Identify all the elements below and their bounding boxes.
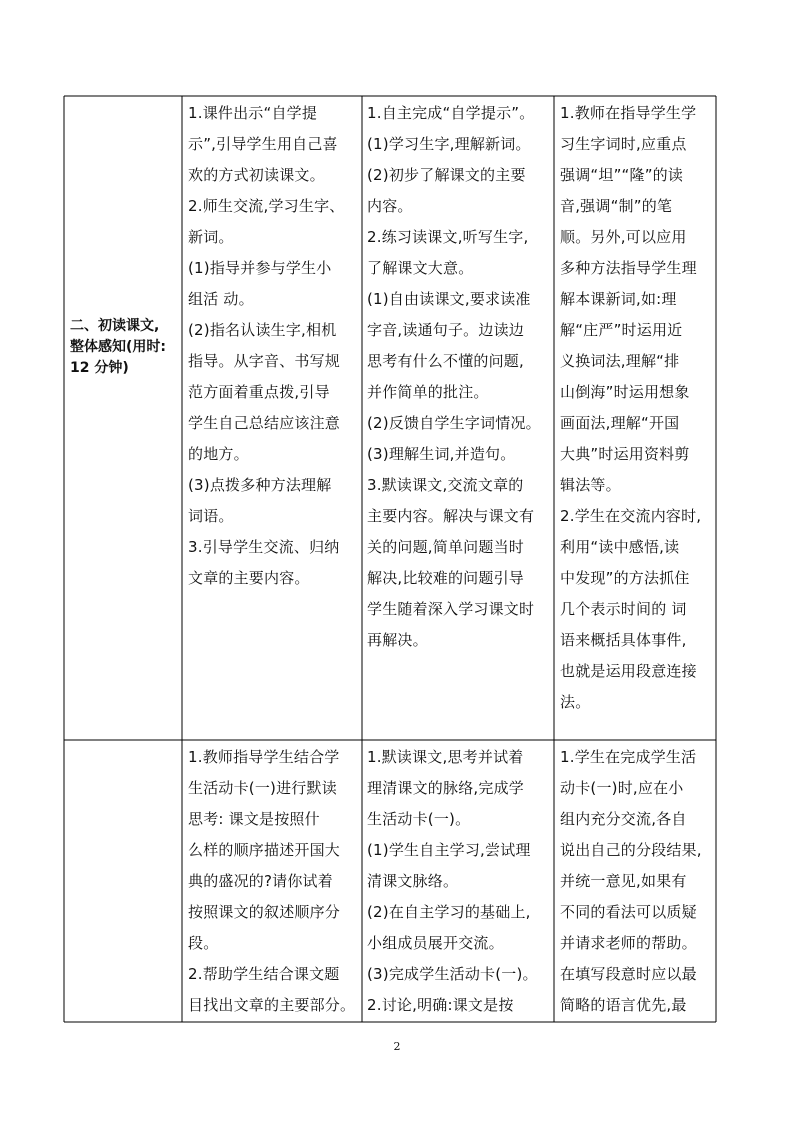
text-line: 欢的方式初读课文。 [188,166,325,184]
text-line: 思考有什么不懂的问题, [367,352,524,370]
text-line: 顺。另外,可以应用 [560,228,687,246]
notes-cell-row-1 [560,98,714,718]
text-line: 了解课文大意。 [367,259,474,277]
text-line: (1)自由读课文,要求读准 [367,290,531,308]
page-number: 2 [393,1040,401,1053]
text-line: (1)指导并参与学生小 [188,259,332,277]
text-line: 思考: 课文是按照什 [188,810,320,828]
text-line: 说出自己的分段结果, [560,841,702,859]
text-line: 2.帮助学生结合课文题 [188,965,340,983]
text-line: 新词。 [188,228,234,246]
text-line: 1.教师在指导学生学 [560,104,697,122]
text-line: 辑法等。 [560,476,621,494]
text-line: 清课文脉络。 [367,872,459,890]
text-line: (1)学习生字,理解新词。 [367,135,531,153]
text-line: 1.默读课文,思考并试着 [367,748,524,766]
text-line: 词语。 [188,507,234,525]
text-line: 解决,比较难的问题引导 [367,569,524,587]
text-line: 2.讨论,明确:课文是按 [367,996,514,1014]
text-line: 解“庄严”时运用近 [560,321,683,339]
stage-label-line: 12 分钟) [70,360,129,376]
text-line: (2)反馈自学生字词情况。 [367,414,541,432]
notes-cell-row-2 [560,742,714,1021]
text-line: 典的盛况的?请你试着 [188,872,333,890]
text-line: 音,强调“制”的笔 [560,197,673,215]
teacher-activity-cell-row-1 [188,98,360,594]
text-line: 简略的语言优先,最 [560,996,687,1014]
text-line: 并请求老师的帮助。 [560,934,697,952]
text-line: 习生字词时,应重点 [560,135,687,153]
text-line: 在填写段意时应以最 [560,965,697,983]
text-line: 山倒海”时运用想象 [560,383,690,401]
text-line: 么样的顺序描述开国大 [188,841,341,859]
text-line: 3.默读课文,交流文章的 [367,476,524,494]
text-line: 不同的看法可以质疑 [560,903,697,921]
text-line: (3)点拨多种方法理解 [188,476,332,494]
text-line: 2.师生交流,学习生字、 [188,197,345,215]
text-line: 生活动卡(一)。 [367,810,471,828]
text-line: (1)学生自主学习,尝试理 [367,841,531,859]
text-line: 学生自己总结应该注意 [188,414,341,432]
text-line: 动卡(一)时,应在小 [560,779,684,797]
text-line: 的地方。 [188,445,249,463]
text-line: 大典”时运用资料剪 [560,445,690,463]
text-line: 也就是运用段意连接 [560,662,697,680]
text-line: 学生随着深入学习课文时 [367,600,535,618]
text-line: (2)初步了解课文的主要 [367,166,526,184]
text-line: 利用“读中感悟,读 [560,538,680,556]
text-line: 生活动卡(一)进行默读 [188,779,337,797]
stage-label-line: 整体感知(用时: [70,339,166,355]
text-line: 1.学生在完成学生活 [560,748,697,766]
text-line: 解本课新词,如:理 [560,290,677,308]
text-line: (2)在自主学习的基础上, [367,903,531,921]
text-line: 再解决。 [367,631,428,649]
text-line: 2.练习读课文,听写生字, [367,228,529,246]
text-line: 范方面着重点拨,引导 [188,383,330,401]
text-line: 目找出文章的主要部分。 [188,996,356,1014]
text-line: 理清课文的脉络,完成学 [367,779,524,797]
text-line: 并统一意见,如果有 [560,872,687,890]
text-line: 2.学生在交流内容时, [560,507,702,525]
stage-label-row-1 [70,316,182,379]
stage-label-line: 二、初读课文, [70,318,160,334]
text-line: 语来概括具体事件, [560,631,687,649]
text-line: 并作简单的批注。 [367,383,489,401]
text-line: 字音,读通句子。边读边 [367,321,524,339]
text-line: 关的问题,简单问题当时 [367,538,524,556]
text-line: (3)完成学生活动卡(一)。 [367,965,538,983]
text-line: 组内充分交流,各自 [560,810,687,828]
text-line: 强调“坦”“隆”的读 [560,166,684,184]
student-activity-cell-row-1 [367,98,552,656]
text-line: 主要内容。解决与课文有 [367,507,535,525]
teacher-activity-cell-row-2 [188,742,360,1021]
text-line: 中发现”的方法抓住 [560,569,690,587]
text-line: 3.引导学生交流、归纳 [188,538,340,556]
text-line: 组活 动。 [188,290,254,308]
text-line: 文章的主要内容。 [188,569,310,587]
text-line: 义换词法,理解“排 [560,352,680,370]
student-activity-cell-row-2 [367,742,552,1021]
text-line: (3)理解生词,并造句。 [367,445,516,463]
text-line: 内容。 [367,197,413,215]
text-line: 指导。从字音、书写规 [188,352,341,370]
text-line: (2)指名认读生字,相机 [188,321,337,339]
text-line: 1.自主完成“自学提示”。 [367,104,535,122]
text-line: 按照课文的叙述顺序分 [188,903,341,921]
text-line: 1.教师指导学生结合学 [188,748,340,766]
text-line: 1.课件出示“自学提 [188,104,318,122]
text-line: 小组成员展开交流。 [367,934,504,952]
text-line: 法。 [560,693,591,711]
text-line: 多种方法指导学生理 [560,259,697,277]
text-line: 示”,引导学生用自己喜 [188,135,338,153]
text-line: 几个表示时间的 词 [560,600,687,618]
text-line: 画面法,理解“开国 [560,414,680,432]
text-line: 段。 [188,934,219,952]
